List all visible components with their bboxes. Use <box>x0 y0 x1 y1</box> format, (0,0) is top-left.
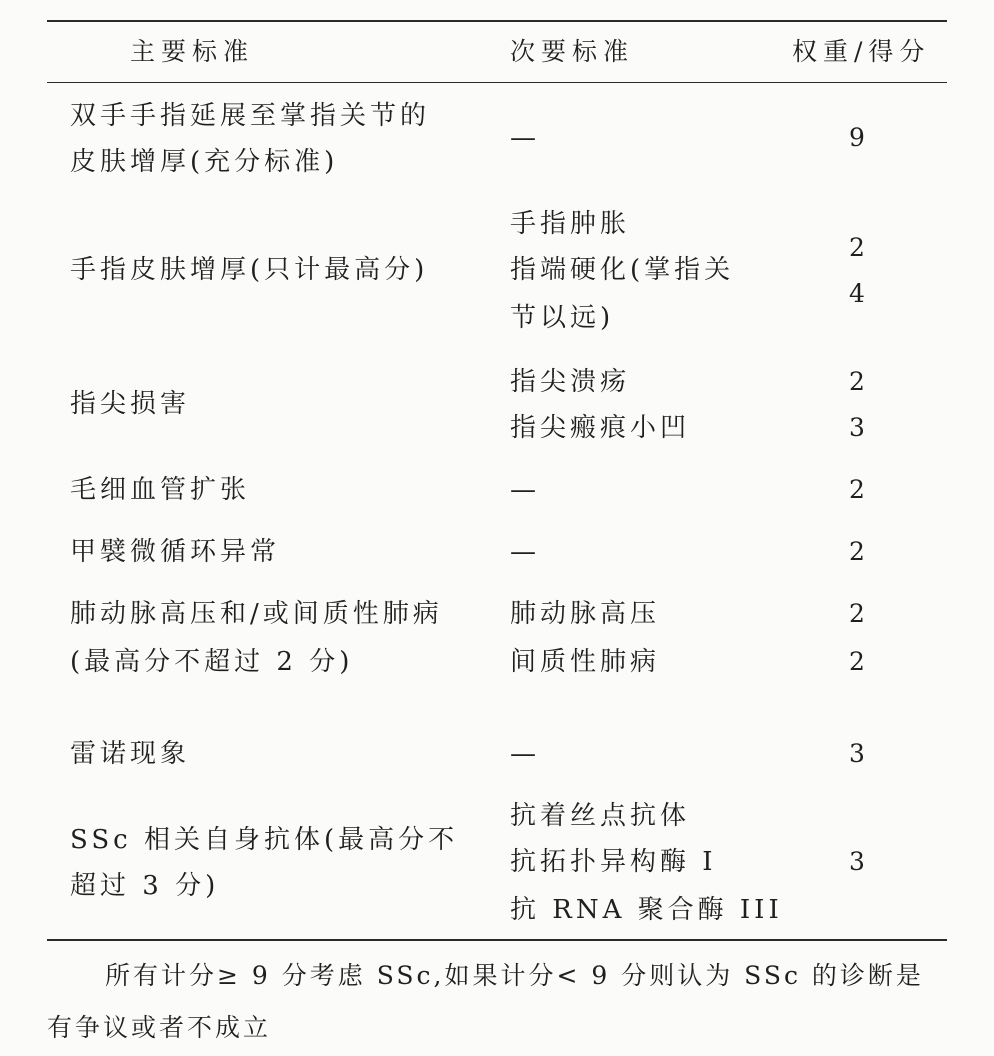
row-3-score-2: 3 <box>849 413 865 442</box>
row-5-major: 甲襞微循环异常 <box>70 537 281 567</box>
row-2-minor-line-3: 节以远) <box>510 303 615 333</box>
row-4-minor: — <box>510 475 536 505</box>
row-4-score: 2 <box>849 475 865 504</box>
row-5-score: 2 <box>849 537 865 566</box>
row-8-minor-line-3: 抗 RNA 聚合酶 III <box>510 895 783 925</box>
row-6-minor-line-1: 肺动脉高压 <box>510 599 661 629</box>
row-7-major: 雷诺现象 <box>70 739 191 769</box>
row-3-minor-line-2: 指尖瘢痕小凹 <box>510 413 691 443</box>
row-1-major-line-2: 皮肤增厚(充分标准) <box>70 147 339 177</box>
row-2-score-1: 2 <box>849 233 865 262</box>
row-4-major: 毛细血管扩张 <box>70 475 251 505</box>
row-3-major: 指尖损害 <box>70 389 191 419</box>
row-8-major-line-1: SSc 相关自身抗体(最高分不 <box>70 825 459 855</box>
row-1-score: 9 <box>849 123 865 152</box>
row-3-minor-line-1: 指尖溃疡 <box>510 367 631 397</box>
header-weight-score: 权重/得分 <box>792 37 931 66</box>
row-6-major-line-2: (最高分不超过 2 分) <box>70 647 354 677</box>
row-6-score-2: 2 <box>849 647 865 676</box>
row-8-minor-line-1: 抗着丝点抗体 <box>510 801 691 831</box>
row-3-score-1: 2 <box>849 367 865 396</box>
table-header-rule <box>47 82 947 83</box>
row-2-major: 手指皮肤增厚(只计最高分) <box>70 255 429 285</box>
table-footnote <box>47 950 947 1054</box>
row-2-score-2: 4 <box>849 279 865 308</box>
row-1-major-line-1: 双手手指延展至掌指关节的 <box>70 101 431 131</box>
row-2-minor-line-2: 指端硬化(掌指关 <box>510 255 735 285</box>
header-major-criteria: 主要标准 <box>130 37 255 66</box>
row-2-minor-line-1: 手指肿胀 <box>510 209 631 239</box>
row-7-minor: — <box>510 739 536 769</box>
row-8-minor-line-2: 抗拓扑异构酶 I <box>510 847 717 877</box>
header-minor-criteria: 次要标准 <box>510 37 635 66</box>
table-top-rule <box>47 20 947 22</box>
row-8-score: 3 <box>849 847 865 876</box>
row-5-minor: — <box>510 537 536 567</box>
row-6-minor-line-2: 间质性肺病 <box>510 647 661 677</box>
footnote-line-2: 有争议或者不成立 <box>47 1013 272 1042</box>
row-1-minor: — <box>510 123 536 153</box>
table-bottom-rule <box>47 939 947 941</box>
row-8-major-line-2: 超过 3 分) <box>70 871 220 901</box>
footnote-line-1: 所有计分≥ 9 分考虑 SSc,如果计分< 9 分则认为 SSc 的诊断是 <box>105 961 924 990</box>
row-7-score: 3 <box>849 739 865 768</box>
row-6-score-1: 2 <box>849 599 865 628</box>
row-6-major-line-1: 肺动脉高压和/或间质性肺病 <box>70 599 443 629</box>
